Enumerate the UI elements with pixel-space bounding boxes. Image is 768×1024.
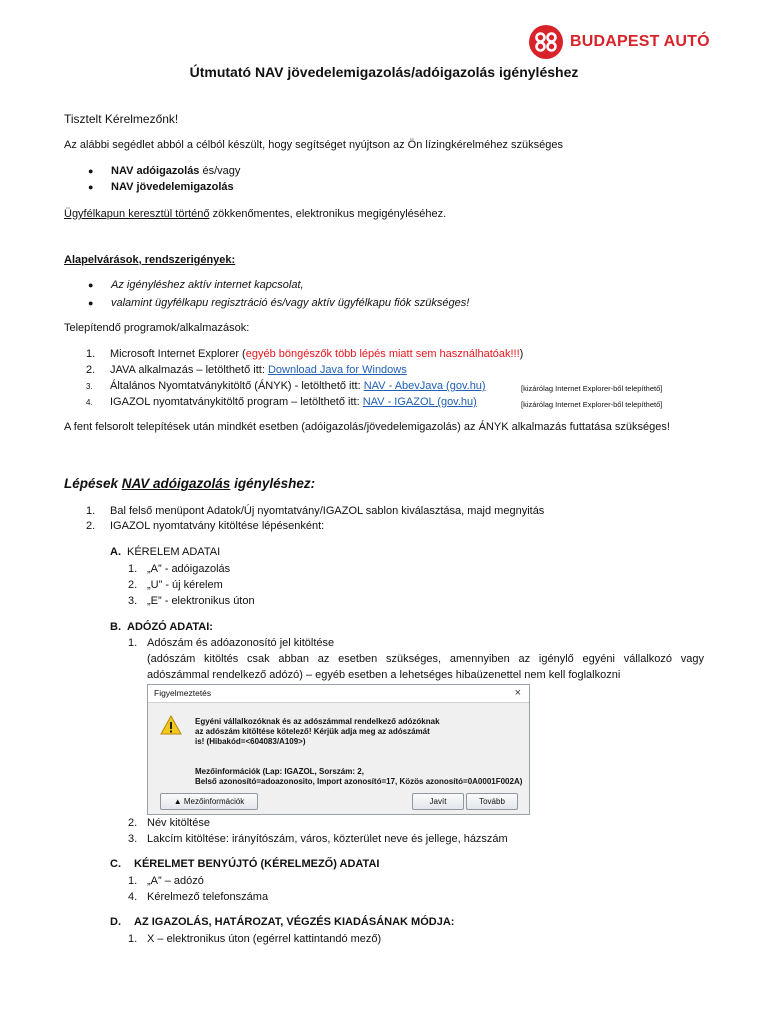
section-b-note: adószámmal rendelkező adózó) – egyéb esetben a lehetséges hibaüzenettel nem kell foglalkozni — [147, 669, 621, 681]
abevjava-link[interactable]: NAV - AbevJava (gov.hu) — [363, 380, 486, 392]
program-note: [kizárólag Internet Explorer-ből telepíthető] — [521, 384, 663, 393]
section-b-item: 2. Név kitöltése — [128, 817, 210, 829]
intro-bullet: ● NAV jövedelemigazolás — [88, 181, 234, 193]
next-button[interactable]: Tovább — [466, 793, 518, 810]
dialog-info-line: Mezőinformációk (Lap: IGAZOL, Sorszám: 2, — [195, 767, 364, 776]
section-b-heading: B. ADÓZÓ ADATAI: — [110, 621, 213, 633]
section-c-heading: C. KÉRELMET BENYÚJTÓ (KÉRELMEZŐ) ADATAI — [110, 858, 380, 870]
bullet-icon: ● — [88, 298, 94, 308]
steps-heading: Lépések NAV adóigazolás igényléshez: — [64, 476, 316, 491]
warning-icon — [160, 715, 182, 740]
dialog-title: Figyelmeztetés — [154, 688, 212, 698]
greeting: Tisztelt Kérelmezőnk! — [64, 112, 179, 126]
dialog-message-line: az adószám kitöltése kötelező! Kérjük adja meg az adószámát — [195, 727, 430, 736]
intro-text: Az alábbi segédlet abból a célból készült, hogy segítséget nyújtson az Ön lízingkérelméhez szükséges — [64, 139, 563, 151]
section-b-item: 1. Adószám és adóazonosító jel kitöltése — [128, 637, 335, 649]
warning-dialog — [147, 684, 530, 815]
after-install-text: A fent felsorolt telepítések után mindkét esetben (adóigazolás/jövedelemigazolás) az ÁNYK alkalmazás futtatása szükséges! — [64, 421, 670, 433]
section-b-note: (adószám kitöltés csak abban az esetben szükséges, amennyiben az igénylő egyéni vállalkozó vagy — [147, 653, 704, 665]
program-item: 2. JAVA alkalmazás – letölthető itt: Download Java for Windows — [86, 364, 407, 376]
intro-bullet: ● NAV adóigazolás és/vagy — [88, 165, 241, 177]
page-title: Útmutató NAV jövedelemigazolás/adóigazolás igényléshez — [189, 64, 579, 80]
bullet-icon: ● — [88, 182, 94, 192]
section-a-item: 1. „A” - adóigazolás — [128, 563, 231, 575]
java-download-link[interactable]: Download Java for Windows — [267, 364, 407, 376]
programs-heading: Telepítendő programok/alkalmazások: — [64, 322, 250, 334]
program-item: 4. IGAZOL nyomtatványkitöltő program – letölthető itt: NAV - IGAZOL (gov.hu) — [86, 396, 477, 408]
section-a-item: 3. „E” - elektronikus úton — [128, 595, 255, 607]
brand-logo-mark — [529, 25, 563, 59]
igazol-link[interactable]: NAV - IGAZOL (gov.hu) — [362, 396, 477, 408]
logo-glyph-icon — [529, 25, 563, 59]
section-c-item: 4. Kérelmező telefonszáma — [128, 891, 269, 903]
dialog-titlebar — [148, 685, 529, 703]
program-note: [kizárólag Internet Explorer-ből telepíthető] — [521, 400, 663, 409]
fix-button[interactable]: Javít — [412, 793, 464, 810]
section-a-heading: A. KÉRELEM ADATAI — [110, 546, 221, 558]
dialog-message-line: is! (Hibakód=<604083/A109>) — [195, 737, 306, 746]
brand-name: BUDAPEST AUTÓ — [570, 33, 710, 50]
dialog-message-line: Egyéni vállalkozóknak és az adószámmal rendelkező adózóknak — [195, 717, 440, 726]
step-item: 2. IGAZOL nyomtatvány kitöltése lépésenként: — [86, 520, 325, 532]
dialog-info-line: Belső azonosító=adoazonosito, Import azonosító=17, Közös azonosító=0A0001F002A) — [195, 777, 523, 786]
section-d-item: 1. X – elektronikus úton (egérrel kattintandó mező) — [128, 933, 382, 945]
close-icon[interactable]: × — [514, 687, 521, 699]
program-item: 1. Microsoft Internet Explorer (egyéb böngészők több lépés miatt sem használhatóak!!!) — [86, 348, 524, 360]
program-item: 3. Általános Nyomtatványkitöltő (ÁNYK) - letölthető itt: NAV - AbevJava (gov.hu) — [86, 380, 486, 392]
requirement-item: ● Az igényléshez aktív internet kapcsolat, — [88, 279, 304, 291]
bullet-icon: ● — [88, 280, 94, 290]
section-c-item: 1. „A” – adózó — [128, 875, 204, 887]
requirements-heading: Alapelvárások, rendszerigények: — [64, 254, 236, 266]
section-d-heading: D. AZ IGAZOLÁS, HATÁROZAT, VÉGZÉS KIADÁSÁNAK MÓDJA: — [110, 916, 455, 928]
requirement-item: ● valamint ügyfélkapu regisztráció és/vagy aktív ügyfélkapu fiók szükséges! — [88, 297, 470, 309]
bullet-icon: ● — [88, 166, 94, 176]
step-item: 1. Bal felső menüpont Adatok/Új nyomtatvány/IGAZOL sablon kiválasztása, majd megnyitás — [86, 505, 545, 517]
field-info-button[interactable]: ▲ Mezőinformációk — [160, 793, 258, 810]
section-a-item: 2. „U” - új kérelem — [128, 579, 223, 591]
section-b-item: 3. Lakcím kitöltése: irányítószám, város, közterület neve és jellege, házszám — [128, 833, 508, 845]
ugyfelkapu-text: Ügyfélkapun keresztül történő zökkenőmentes, elektronikus megigényléséhez. — [64, 208, 447, 220]
